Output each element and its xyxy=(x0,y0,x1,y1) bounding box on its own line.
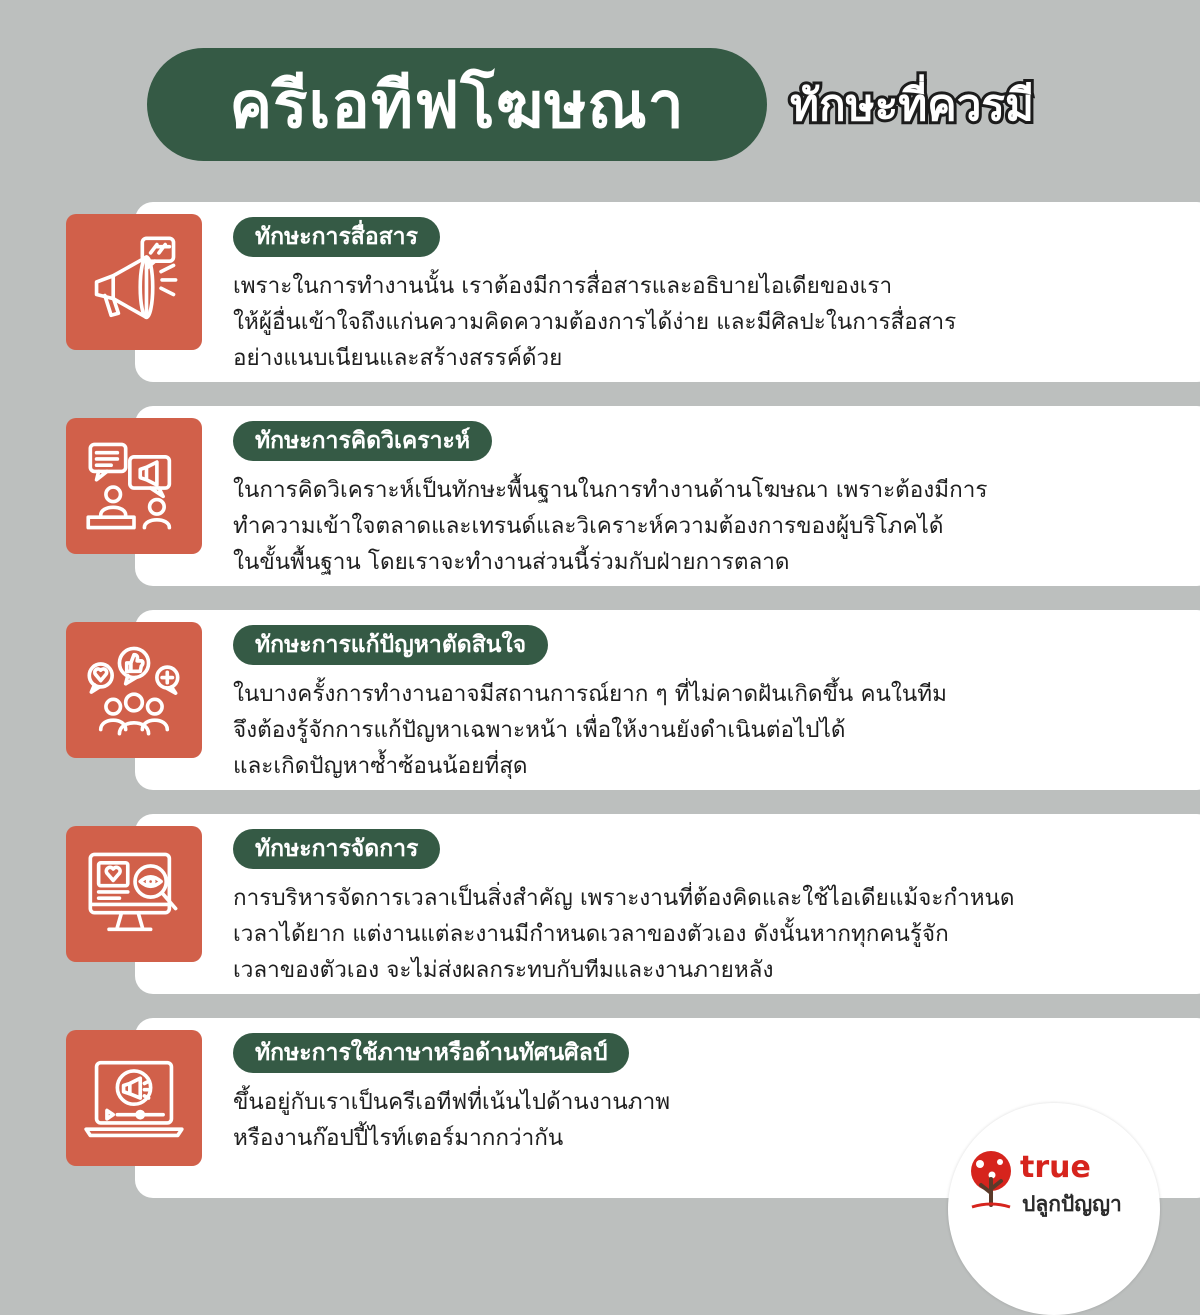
skill-card-communication xyxy=(135,202,1200,382)
skill-card-management xyxy=(135,814,1200,994)
skill-description-line: ในบางครั้งการทำงานอาจมีสถานการณ์ยาก ๆ ที่ไม่คาดฝันเกิดขึ้น คนในทีม xyxy=(233,681,947,707)
skill-description-line: ให้ผู้อื่นเข้าใจถึงแก่นความคิดความต้องการได้ง่าย และมีศิลปะในการสื่อสาร xyxy=(233,309,957,335)
skill-description xyxy=(233,676,1193,784)
logo-subtitle: ปลูกปัญญา xyxy=(1022,1192,1122,1216)
skill-description-line: ทำความเข้าใจตลาดและเทรนด์และวิเคราะห์ความต้องการของผู้บริโภคได้ xyxy=(233,513,944,539)
skill-title: ทักษะการแก้ปัญหาตัดสินใจ xyxy=(233,625,548,665)
skill-description xyxy=(233,880,1193,988)
skill-description-line: จึงต้องรู้จักการแก้ปัญหาเฉพาะหน้า เพื่อให้งานยังดำเนินต่อไปได้ xyxy=(233,717,846,743)
skill-description xyxy=(233,268,1193,376)
skill-title: ทักษะการคิดวิเคราะห์ xyxy=(233,421,492,461)
skill-description-line: การบริหารจัดการเวลาเป็นสิ่งสำคัญ เพราะงานที่ต้องคิดและใช้ไอเดียแม้จะกำหนด xyxy=(233,885,1015,911)
skill-card-problem-solving xyxy=(135,610,1200,790)
skill-description-line: เพราะในการทำงานนั้น เราต้องมีการสื่อสารและอธิบายไอเดียของเรา xyxy=(233,273,893,299)
true-plookpanya-logo xyxy=(948,1103,1160,1315)
skill-title: ทักษะการสื่อสาร xyxy=(233,217,440,257)
presentation-meeting-icon xyxy=(66,418,202,554)
skill-card-analysis xyxy=(135,406,1200,586)
skill-description-line: อย่างแนบเนียนและสร้างสรรค์ด้วย xyxy=(233,345,563,371)
skill-description-line: ในขั้นพื้นฐาน โดยเราจะทำงานส่วนนี้ร่วมกับฝ่ายการตลาด xyxy=(233,549,790,575)
laptop-media-icon xyxy=(66,1030,202,1166)
page-title: ครีเอทีฟโฆษณา xyxy=(147,48,767,161)
team-feedback-icon xyxy=(66,622,202,758)
skill-description-line: ขึ้นอยู่กับเราเป็นครีเอทีฟที่เน้นไปด้านงานภาพ xyxy=(233,1089,671,1115)
skill-description-line: หรืองานก๊อปปี้ไรท์เตอร์มากกว่ากัน xyxy=(233,1125,564,1151)
megaphone-icon xyxy=(66,214,202,350)
monitor-analysis-icon xyxy=(66,826,202,962)
header xyxy=(0,48,1200,163)
logo-brand: true xyxy=(1020,1150,1091,1185)
skill-description-line: เวลาได้ยาก แต่งานแต่ละงานมีกำหนดเวลาของตัวเอง ดังนั้นหากทุกคนรู้จัก xyxy=(233,921,949,947)
skill-description xyxy=(233,472,1193,580)
skill-description-line: และเกิดปัญหาซ้ำซ้อนน้อยที่สุด xyxy=(233,753,528,779)
skill-description-line: เวลาของตัวเอง จะไม่ส่งผลกระทบกับทีมและงานภายหลัง xyxy=(233,957,774,983)
page-subtitle: ทักษะที่ควรมี xyxy=(790,80,1035,131)
skill-description-line: ในการคิดวิเคราะห์เป็นทักษะพื้นฐานในการทำงานด้านโฆษณา เพราะต้องมีการ xyxy=(233,477,988,503)
tree-logo-icon xyxy=(962,1149,1020,1213)
skill-title: ทักษะการจัดการ xyxy=(233,829,440,869)
skill-title: ทักษะการใช้ภาษาหรือด้านทัศนศิลป์ xyxy=(233,1033,629,1073)
